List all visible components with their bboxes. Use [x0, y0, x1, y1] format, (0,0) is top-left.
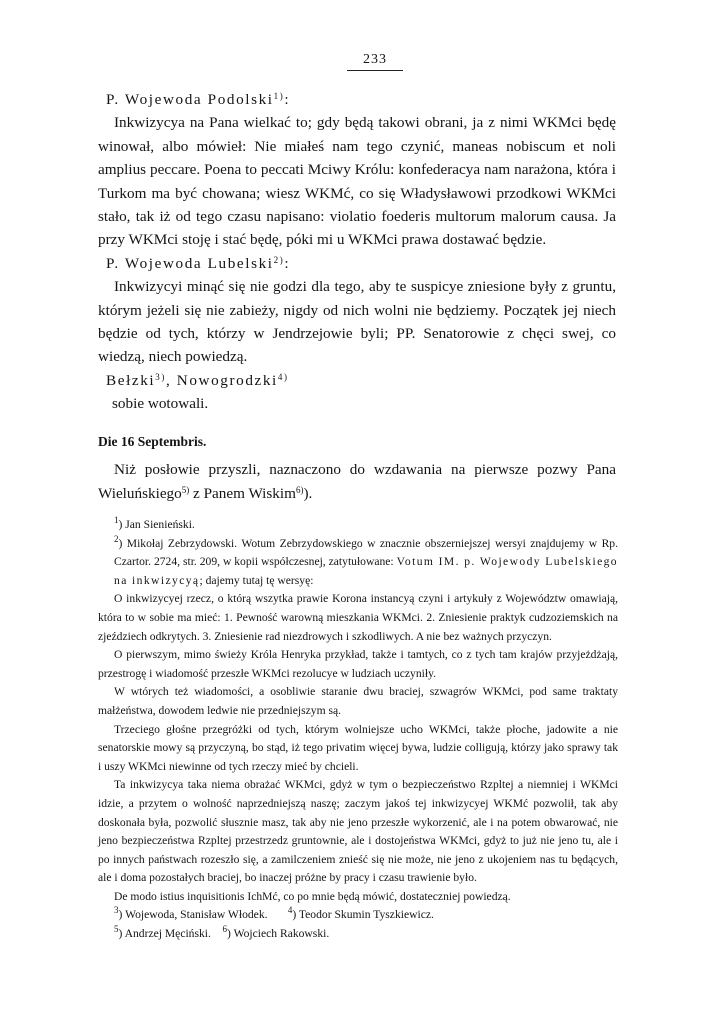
- footnotes-3-4: [98, 906, 618, 925]
- footnote-6: $^6$) Wojciech Rakowski.: [222, 924, 330, 941]
- footnote-paragraph: Trzeciego głośne przegróżki od tych, którym wolniejsze ucho WKMci, także płoche, jadowite a nie senatorskie mowy są przyczyną, bo stąd, iż tego privatim więcej bywa, ludzie colligują, którzy jako sprawy tak i uszy WKMci niewinne od tych rzeczy mieć by chcieli.: [98, 722, 618, 773]
- footnote-ref: 4): [277, 371, 289, 382]
- footnote-ref: 5): [181, 484, 190, 495]
- footnote-paragraph: De modo istius inquisitionis IchMć, co po mnie będą mówić, dostateczniej powiedzą.: [114, 889, 511, 903]
- footnote-paragraph: Ta inkwizycya taka niema obrażać WKMci, gdyż w tym o bezpieczeństwo Rzpltej a niemniej i WKMci idzie, a przytem o wolność naprzedniejszą naszę; zaczym jakoś tej inkwizycyej WKMć pozwolił, tak aby doskonała była, pozwolić słusznie masz, tak aby nie jeno przeszłe wykorzenić, ale i na potem obwarować, nie jeno bezpieczeństwa Rzpltej przestrzedz gruntownie, ale i dostojeństwa WKMci, gdyż to już nie jeno tu, ale i po innych państwach rozeszło się, a zamilczeniem znieść się nie może, nie jeno z ukojeniem nas tu będących, ale i doma pozostałych braciej, bo inaczej próżne by pracy i czasu trawienie było.: [98, 778, 618, 885]
- footnote-5: $^5$) Andrzej Męciński.: [114, 924, 211, 941]
- footnote-ref: 3): [155, 371, 166, 382]
- footnotes: [98, 516, 618, 944]
- footnote-paragraph: W wtórych też wiadomości, a osobliwie staranie dwu braciej, szwagrów WKMci, pod same traktaty małżeństwa, dowodem ledwie nie przedniejszym są.: [98, 685, 618, 717]
- footnote-ref: 2): [273, 254, 285, 265]
- session-paragraph: Niż posłowie przyszli, naznaczono do wzdawania na pierwsze pozwy Pana Wieluńskiego$^{5)}$ z Panem Wiskim$^{6)}$).: [98, 461, 616, 502]
- footnote-4: $^4$) Teodor Skumin Tyszkiewicz.: [287, 905, 434, 922]
- page-number: 233: [0, 52, 720, 71]
- voters-line: Bełzki$^{3)}$, Nowogrodzki$^{4)}$: [106, 371, 289, 389]
- footnote-paragraph: O inkwizycyej rzecz, o którą wszytka prawie Korona instancyą czyni i artykuły z Województw omawiają, która to w sobie ma mieć: 1. Pewność warowną mieszkania WKMci. 2. Zniesienie praktyk cudzoziemskich na zjeździech odkrytych. 3. Zniesienie rad niezdrowych i szkodliwych. A nie bez ważnych przyczyn.: [98, 592, 618, 643]
- footnotes-5-6: [98, 925, 618, 944]
- speaker-heading-lubelski: P. Wojewoda Lubelski$^{2)}$:: [106, 254, 291, 272]
- main-text: [98, 88, 616, 505]
- voters-note: sobie wotowali.: [112, 395, 209, 413]
- footnote-paragraph: O pierwszym, mimo świeży Króla Henryka przykład, także i tamtych, co z tych tam krajów przyjeżdżają, przestrogę i wiadomość przeszłe WKMci rezolucye w ludziach uczyniły.: [98, 648, 618, 680]
- speaker-heading-podolski: P. Wojewoda Podolski$^{1)}$:: [106, 91, 291, 108]
- footnote-1: $^1$) Jan Sienieński.: [114, 515, 195, 531]
- date-heading: Die 16 Septembris.: [98, 433, 207, 449]
- footnote-2: $^2$) Mikołaj Zebrzydowski. Wotum Zebrzydowskiego w znacznie obszerniejszej wersyi znajdujemy w Rp. Czartor. 2724, str. 209, w kopii współczesnej, zatytułowane: Votum IM. p. Wojewody Lubelskiego na inkwizycyą; dajemy tutaj tę wersyę:: [114, 533, 619, 587]
- footnote-3: $^3$) Wojewoda, Stanisław Włodek.: [114, 905, 268, 922]
- speech-paragraph: Inkwizycyi minąć się nie godzi dla tego, aby te suspicye zniesione były z gruntu, którym jeżeli się nie zabieży, nigdy od nich wolni nie będziemy. Początek jej niech będzie od tych, którzy w Jendrzejowie byli; PP. Senatorowie z chęci swej, co wiedzą, niech powiedzą.: [98, 278, 616, 366]
- footnote-ref: 1): [273, 91, 285, 101]
- footnote-ref: 6): [295, 484, 304, 495]
- speech-paragraph: Inkwizycya na Pana wielkać to; gdy będą takowi obrani, ja z nimi WKMci będę winował, albo mówieł: Nie miałeś nam tego czynić, maneas nobiscum et noli amplius peccare. Poena to peccati Mciwy Królu: konfederacya nam narażona, która i Turkom ma być chowana; wiesz WKMć, co się Władysławowi przodkowi WKMci stało, tak iż od tego czasu napisano: violatio foederis multorum malorum causa. Ja przy WKMci stoję i stać będę, póki mi u WKMci prawa dostawać będzie.: [98, 114, 616, 249]
